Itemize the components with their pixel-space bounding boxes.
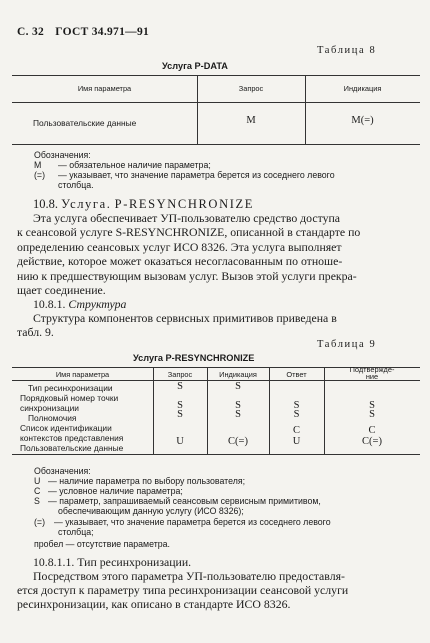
notes9-item: обеспечивающим данную услугу (ИСО 8326);: [58, 506, 244, 516]
document-page: С. 32 ГОСТ 34.971—91 Таблица 8 Услуга P-DATA Имя параметра Запрос Индикация Пользовательские данные M M(=) Обозначения: M — обязательное наличие параметра; (=) — указывает, что значение параметра берется из соседнего левого столбца. 10.8. Услуга. P-RESYNCHRONIZE Эта услуга обеспечивает УП-пользователю средство доступа к сеансовой услуге S-RESYNCHRONIZE, описанной в стандарте по определению сеансовых услуг ИСО 8326. Эта услуга выполняет действие, которое может оказаться несогласованным по отноше- нию к предшествующим вызовам услуг. Вызов этой услуги прекра- щает соединение. 10.8.1. Структура Структура компонентов сервисных примитивов приведена в табл. 9. Таблица 9 Услуга P-RESYNCHRONIZE Имя параметра Запрос Индикация Ответ Подтвержде- ние Тип ресинхронизации S S Порядковый номер точки синхронизации S S S S Полномочия S S S S Список идентификации контекстов представления C C Пользовательские данные U C(=) U C(=) Обозначения: U — наличие параметра по выбору пользователя; C — условное наличие параметра; S — параметр, запрашиваемый сеансовым сервисным примитивом, обеспечивающим данную услугу (ИСО 8326); (=) — указывает, что значение параметра берется из соседнего левого столбца; пробел — отсутствие параметра. 10.8.1.1. Тип ресинхронизации. Посредством этого параметра УП-пользователю предоставля- ется доступ к параметру типа ресинхронизации сеансовой услуги ресинхронизации, как описано в стандарте ИСО 8326.: [0, 0, 430, 643]
table8-title: Услуга P-DATA: [162, 61, 228, 71]
notes9-item: столбца;: [58, 527, 94, 537]
page-number: С. 32: [17, 26, 45, 38]
table9-col-request: Запрос: [167, 370, 193, 379]
table8-col-name: Имя параметра: [77, 84, 132, 93]
section-10-8-1-text: Структура компонентов сервисных примитивов приведена в: [33, 311, 337, 325]
section-10-8-heading: 10.8. Услуга. P-RESYNCHRONIZE: [33, 197, 254, 211]
notes9-item: U — наличие параметра по выбору пользователя;: [34, 476, 246, 486]
table-row: Список идентификации: [20, 423, 112, 433]
page-header: [17, 26, 149, 38]
table8-row-request: M: [246, 115, 256, 126]
notes8-heading: Обозначения:: [34, 150, 91, 160]
notes9-item: S — параметр, запрашиваемый сеансовым сервисным примитивом,: [34, 496, 321, 506]
notes8-item: (=) — указывает, что значение параметра берется из соседнего левого: [34, 170, 335, 180]
table-row: Пользовательские данные: [20, 443, 124, 453]
table-row: Порядковый номер точки: [20, 393, 119, 403]
table8-row-name: Пользовательские данные: [33, 118, 137, 128]
standard-number: ГОСТ 34.971—91: [55, 26, 150, 38]
table9-col-confirm: Подтвержде- ние: [349, 365, 395, 381]
table9-col-response: Ответ: [286, 370, 307, 379]
table8-col-request: Запрос: [238, 84, 264, 93]
table9-col-name: Имя параметра: [55, 370, 110, 379]
notes9-item: пробел — отсутствие параметра.: [34, 539, 170, 549]
section-10-8-1-heading: 10.8.1. Структура: [33, 297, 127, 311]
notes9-item: (=) — указывает, что значение параметра берется из соседнего левого: [34, 517, 331, 527]
notes9-item: C — условное наличие параметра;: [34, 486, 183, 496]
table8-row-indication: M(=): [351, 115, 374, 126]
table8-caption: Таблица 8: [317, 45, 377, 56]
table9-col-indication: Индикация: [219, 370, 257, 379]
section-10-8-1-text: табл. 9.: [17, 325, 54, 339]
table-row: Тип ресинхронизации: [28, 383, 113, 393]
notes9-heading: Обозначения:: [34, 466, 91, 476]
table9-caption: Таблица 9: [317, 339, 377, 350]
section-10-8-1-1-heading: 10.8.1.1. Тип ресинхронизации.: [33, 555, 192, 569]
table9-title: Услуга P-RESYNCHRONIZE: [133, 353, 255, 363]
table8-col-indication: Индикация: [343, 84, 382, 93]
notes8-item: столбца.: [58, 180, 94, 190]
table-row: Полномочия: [28, 413, 77, 423]
notes8-item: M — обязательное наличие параметра;: [34, 160, 211, 170]
